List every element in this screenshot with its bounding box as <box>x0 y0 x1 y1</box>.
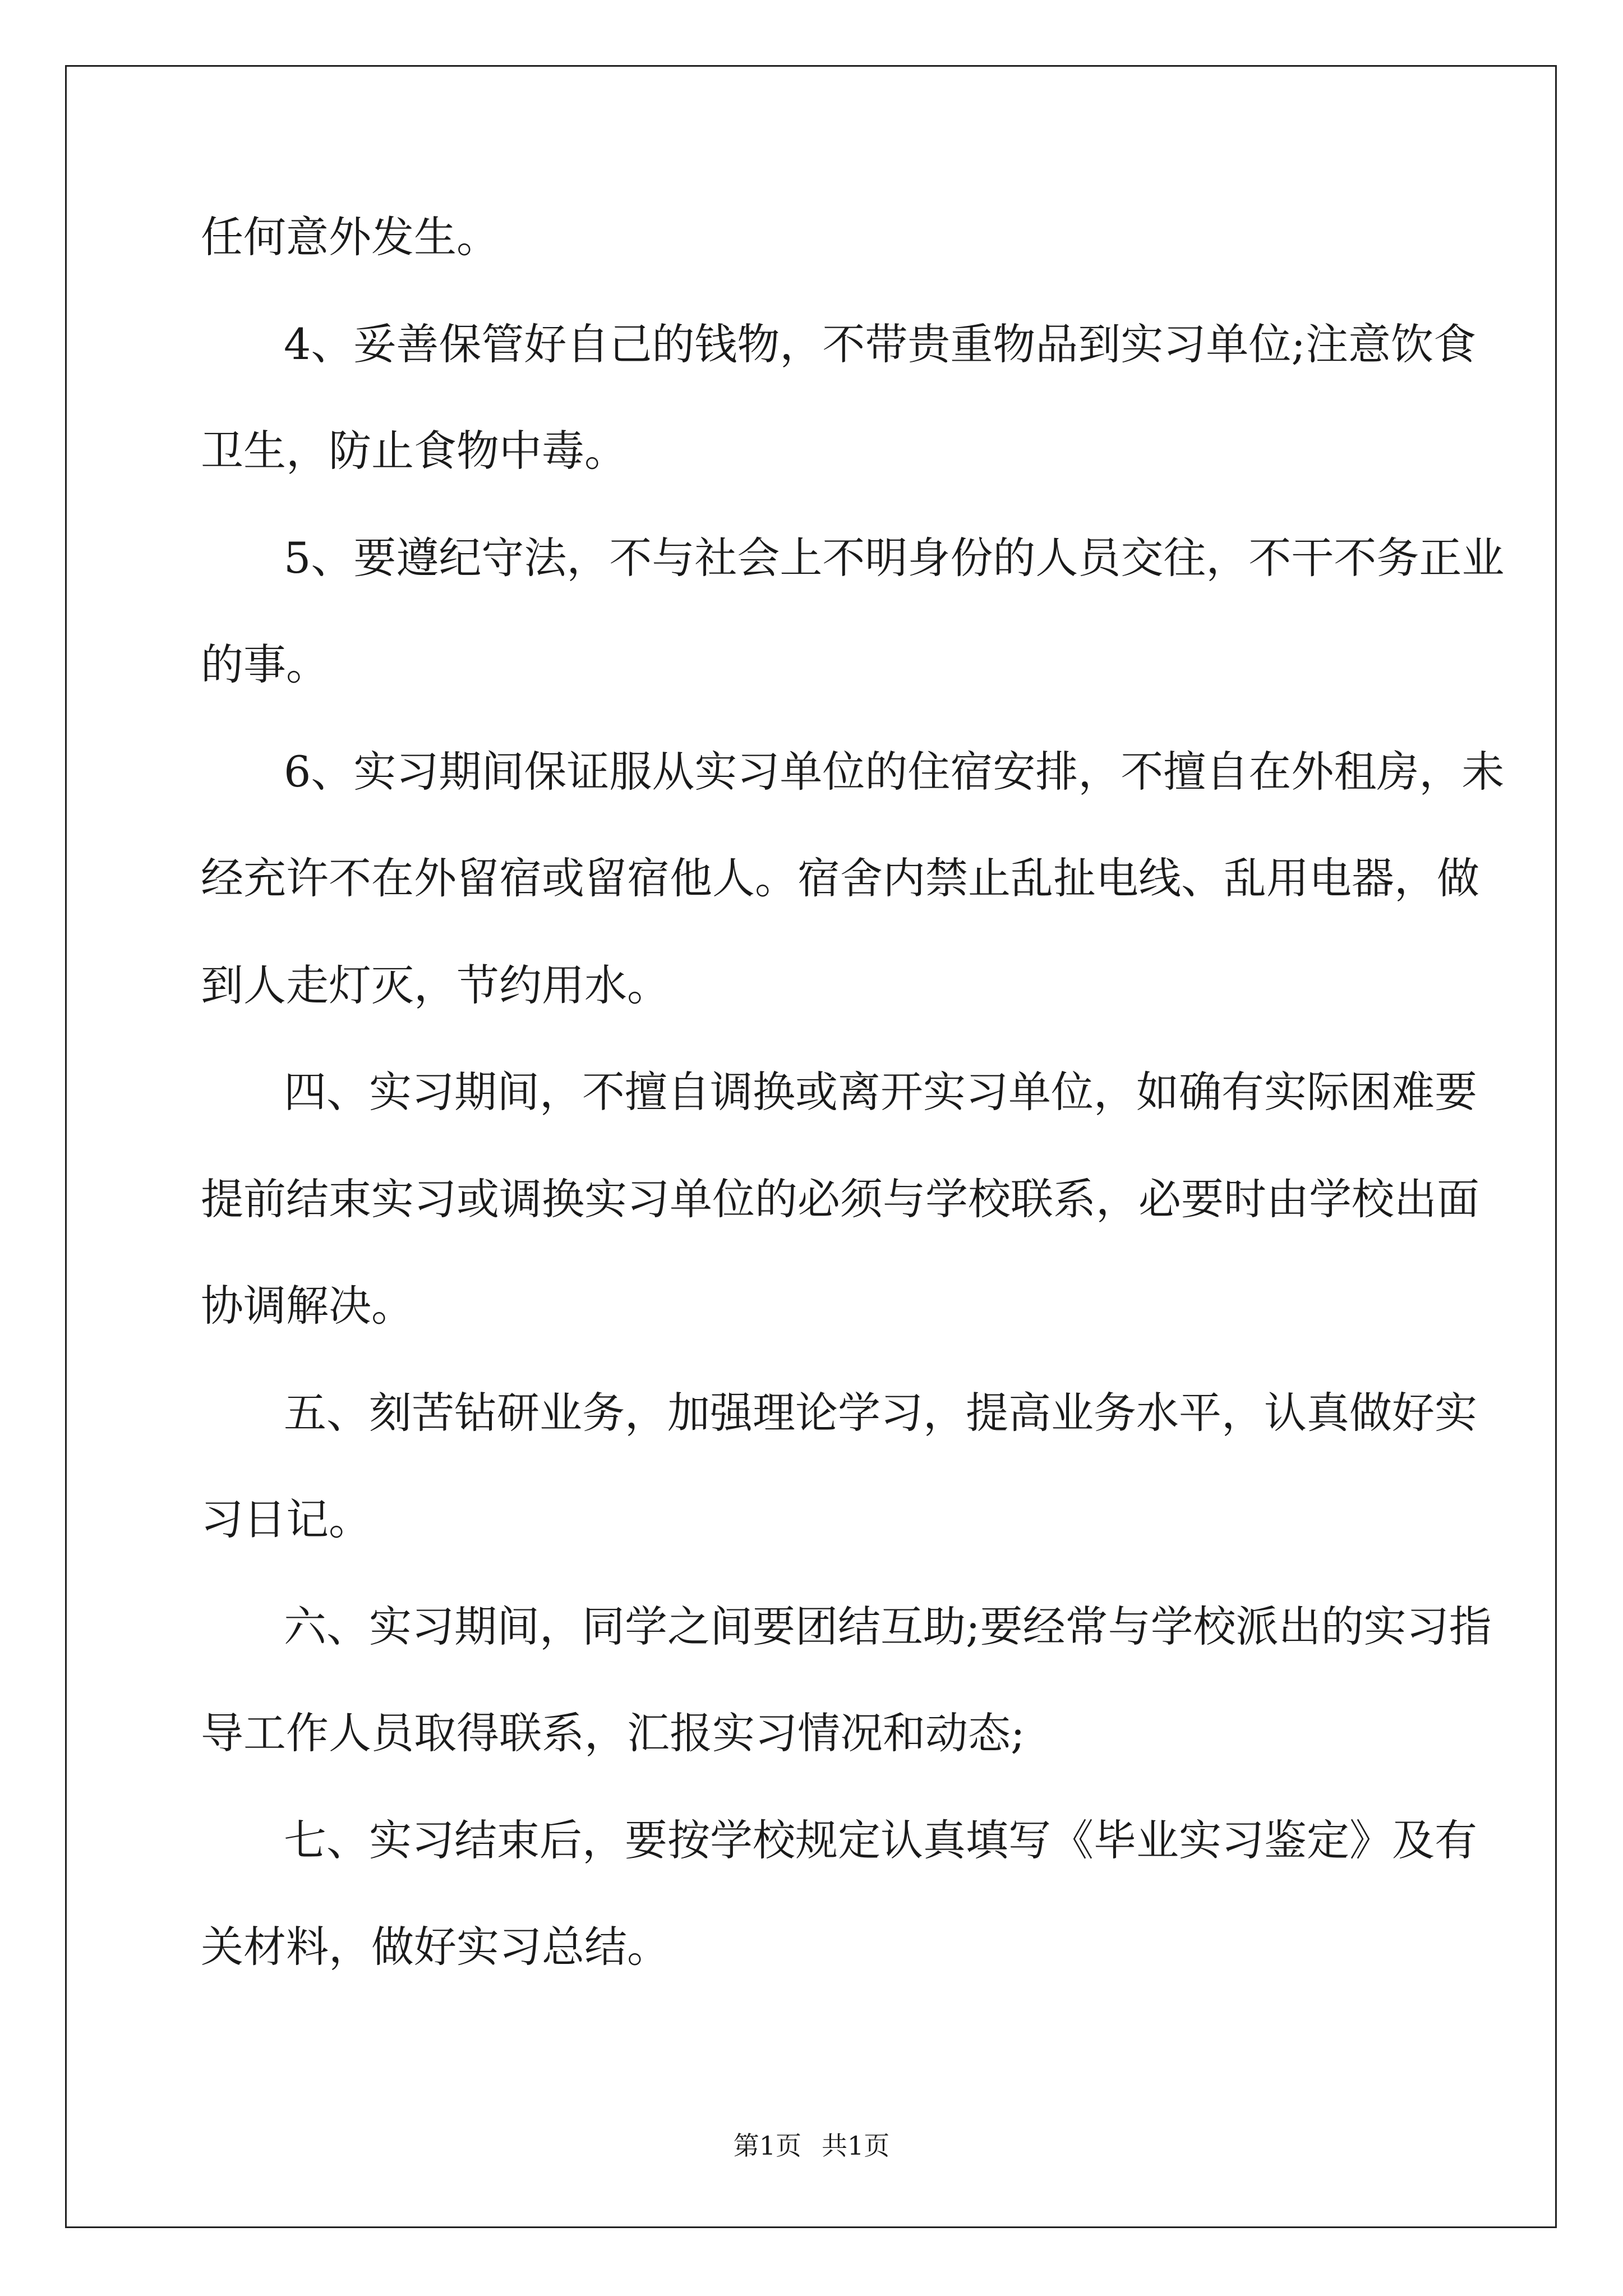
paragraph-line: 四、实习期间，不擅自调换或离开实习单位，如确有实际困难要 <box>284 1067 1477 1117</box>
paragraph-line: 任何意外发生。 <box>201 212 499 262</box>
paragraph-line: 协调解决。 <box>201 1281 414 1331</box>
page-number-total: 共1页 <box>822 2131 890 2161</box>
paragraph-line: 4、妥善保管好自己的钱物，不带贵重物品到实习单位;注意饮食 <box>284 319 1476 369</box>
paragraph-line: 卫生，防止食物中毒。 <box>201 426 627 476</box>
paragraph-line: 提前结束实习或调换实习单位的必须与学校联系，必要时由学校出面 <box>201 1174 1479 1224</box>
paragraph-line: 的事。 <box>201 639 329 689</box>
page-number-current: 第1页 <box>733 2131 801 2161</box>
page-border <box>65 65 1557 2228</box>
paragraph-line: 经充许不在外留宿或留宿他人。宿舍内禁止乱扯电线、乱用电器，做 <box>201 853 1479 903</box>
page-footer <box>0 2129 1623 2162</box>
paragraph-line: 六、实习期间，同学之间要团结互助;要经常与学校派出的实习指 <box>284 1602 1492 1651</box>
paragraph-line: 关材料，做好实习总结。 <box>201 1922 670 1972</box>
paragraph-line: 习日记。 <box>201 1494 371 1544</box>
paragraph-line: 七、实习结束后，要按学校规定认真填写《毕业实习鉴定》及有 <box>284 1815 1477 1865</box>
paragraph-line: 导工作人员取得联系，汇报实习情况和动态; <box>201 1708 1025 1758</box>
paragraph-line: 到人走灯灭，节约用水。 <box>201 960 670 1010</box>
paragraph-line: 5、要遵纪守法，不与社会上不明身份的人员交往，不干不务正业 <box>284 533 1505 583</box>
paragraph-line: 五、刻苦钻研业务，加强理论学习，提高业务水平，认真做好实 <box>284 1388 1477 1438</box>
paragraph-line: 6、实习期间保证服从实习单位的住宿安排，不擅自在外租房，未 <box>284 747 1505 797</box>
